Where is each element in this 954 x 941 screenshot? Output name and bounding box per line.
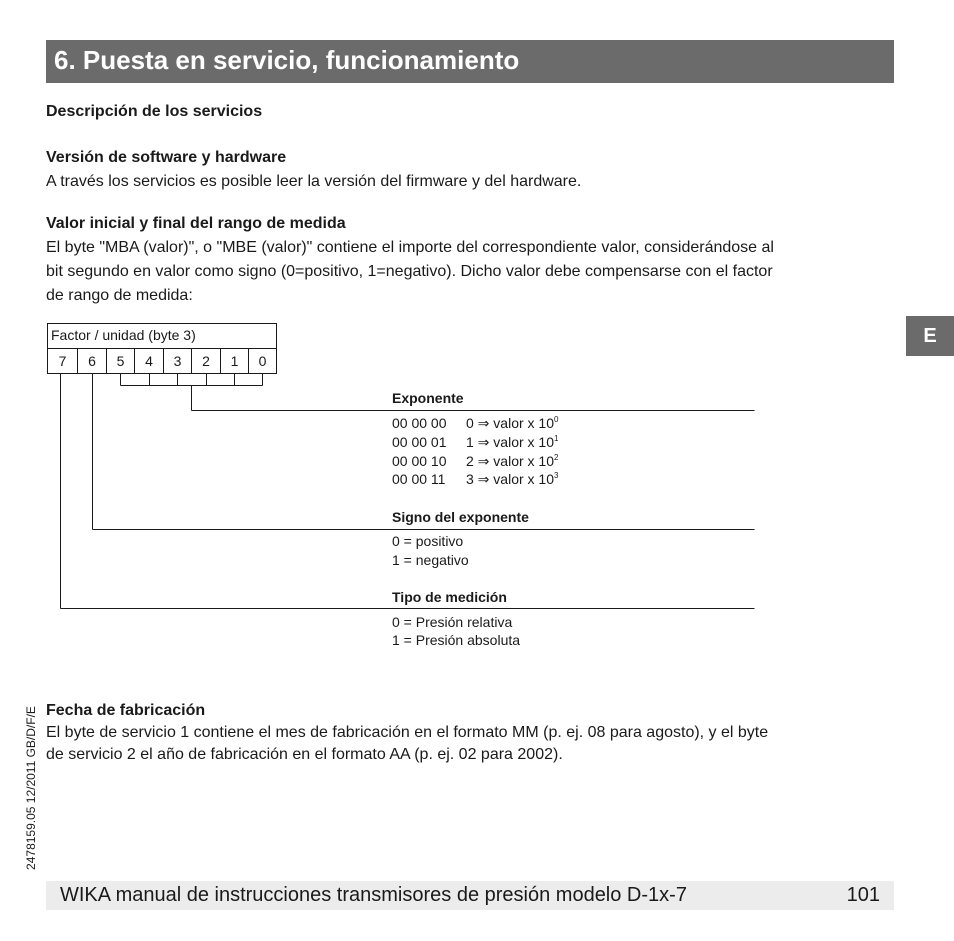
footer-text: WIKA manual de instrucciones transmisores de presión modelo D-1x-7 xyxy=(60,884,687,906)
signo-row-0: 0 = positivo xyxy=(392,533,464,549)
signo-heading: Signo del exponente xyxy=(392,509,529,525)
tipo-row-0: 0 = Presión relativa xyxy=(392,614,513,630)
range-line-1: El byte "MBA (valor)", o "MBE (valor)" contiene el importe del correspondiente valor, considerándose al xyxy=(46,239,774,256)
bit-cell-6: 6 xyxy=(88,353,96,369)
bit-cell-4: 4 xyxy=(145,353,153,369)
bit-cell-3: 3 xyxy=(173,353,182,369)
page-title: 6. Puesta en servicio, funcionamiento xyxy=(54,45,520,75)
services-title: Descripción de los servicios xyxy=(46,103,263,120)
document-code-text: 2478159.05 12/2011 GB/D/F/E xyxy=(24,705,38,870)
tipo-row-1: 1 = Presión absoluta xyxy=(392,632,521,648)
exponente-code-0: 00 00 00 xyxy=(392,415,447,431)
byte-label: Factor / unidad (byte 3) xyxy=(51,327,196,343)
signo-row-1: 1 = negativo xyxy=(392,552,469,568)
footer xyxy=(46,881,894,910)
bit-cell-5: 5 xyxy=(116,353,125,369)
bit-cell-0: 0 xyxy=(258,353,267,369)
exponente-value-3: 3 ⇒ valor x $10^3$ xyxy=(466,471,559,487)
exponente-value-2: 2 ⇒ valor x $10^2$ xyxy=(466,453,559,469)
exponente-code-1: 00 00 01 xyxy=(392,434,447,450)
page-number: 101 xyxy=(846,884,880,906)
language-tab: E xyxy=(906,316,954,356)
exponente-code-2: 00 00 10 xyxy=(392,453,447,469)
tipo-heading: Tipo de medición xyxy=(392,589,507,605)
exponente-value-1: 1 ⇒ valor x $10^1$ xyxy=(466,434,559,450)
exponente-value-0: 0 ⇒ valor x $10^0$ xyxy=(466,415,559,431)
fabrication-line-1: El byte de servicio 1 contiene el mes de fabricación en el formato MM (p. ej. 08 para agosto), y el byte xyxy=(46,724,769,741)
range-heading: Valor inicial y final del rango de medida xyxy=(46,215,346,232)
exponente-code-3: 00 00 11 xyxy=(392,471,446,487)
fabrication-heading: Fecha de fabricación xyxy=(46,702,206,719)
document-code xyxy=(20,690,42,885)
software-heading: Versión de software y hardware xyxy=(46,149,287,166)
bit-cell-1: 1 xyxy=(230,353,239,369)
bit-cell-7: 7 xyxy=(58,353,67,369)
range-line-2: bit segundo en valor como signo (0=positivo, 1=negativo). Dicho valor debe compensarse con el factor xyxy=(46,263,773,280)
fabrication-line-2: de servicio 2 el año de fabricación en el formato AA (p. ej. 02 para 2002). xyxy=(46,746,563,763)
software-text: A través los servicios es posible leer la versión del firmware y del hardware. xyxy=(46,173,582,190)
bit-cell-2: 2 xyxy=(202,353,210,369)
range-line-3: de rango de medida: xyxy=(46,287,193,304)
exponente-heading: Exponente xyxy=(392,390,464,406)
